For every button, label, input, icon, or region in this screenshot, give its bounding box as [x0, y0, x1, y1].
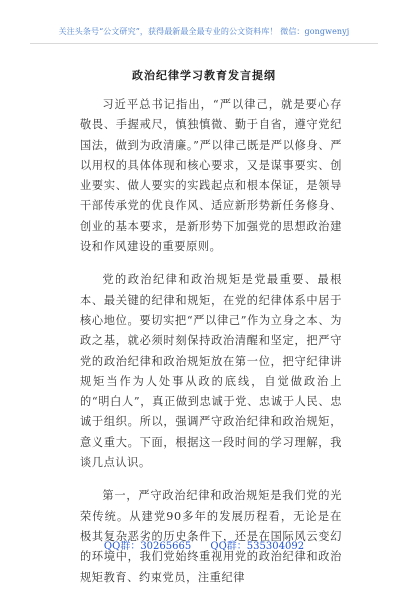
footer-qq-group-2: QQ群：535304092: [210, 541, 305, 552]
footer-qq-group-1: QQ群：30265665: [103, 541, 192, 552]
document-title: 政治纪律学习教育发言提纲: [132, 69, 276, 82]
paragraph-2: 党的政治纪律和政治规矩是党最重要、最根本、最关键的纪律和规矩，在党的纪律体系中居于核心地位。要切实把“严以律己”作为立身之本、为政之基，就必须时刻保持政治清醒和坚定，把严守党的政治纪律和政治规矩放在第一位，把守纪律讲规矩当作为人处事从政的底线，自觉做政治上的“明白人”，真正做到忠诚于党、忠诚于人民、忠诚于组织。所以，强调严守政治纪律和政治规矩，意义重大。下面，根据这一段时间的学习理解，我谈几点认识。: [80, 273, 342, 470]
paragraph-3: 第一，严守政治纪律和政治规矩是我们党的光荣传统。从建党90多年的发展历程看，无论是在极其复杂恶劣的历史条件下，还是在国际风云变幻的环境中，我们党始终重视用党的政治纪律和政治规矩教育、约束党员，注重纪律: [80, 489, 342, 584]
document-body: [80, 95, 342, 601]
header-notice: 关注头条号“公文研究”，获得最新最全最专业的公文资料库！ 微信：gongwenyj: [30, 26, 378, 44]
paragraph-1: 习近平总书记指出，“严以律己，就是要心存敬畏、手握戒尺，慎独慎微、勤于自省，遵守党纪国法，做到为政清廉。”严以律己既是严以修身、严以用权的具体体现和核心要求，又是谋事要实、创业要实、做人要实的实践起点和根本保证，是领导干部传承党的优良作风、适应新形势新任务修身、创业的基本要求，是新形势下加强党的思想政治建设和作风建设的重要原则。: [80, 98, 342, 254]
footer-contact: [0, 537, 408, 552]
